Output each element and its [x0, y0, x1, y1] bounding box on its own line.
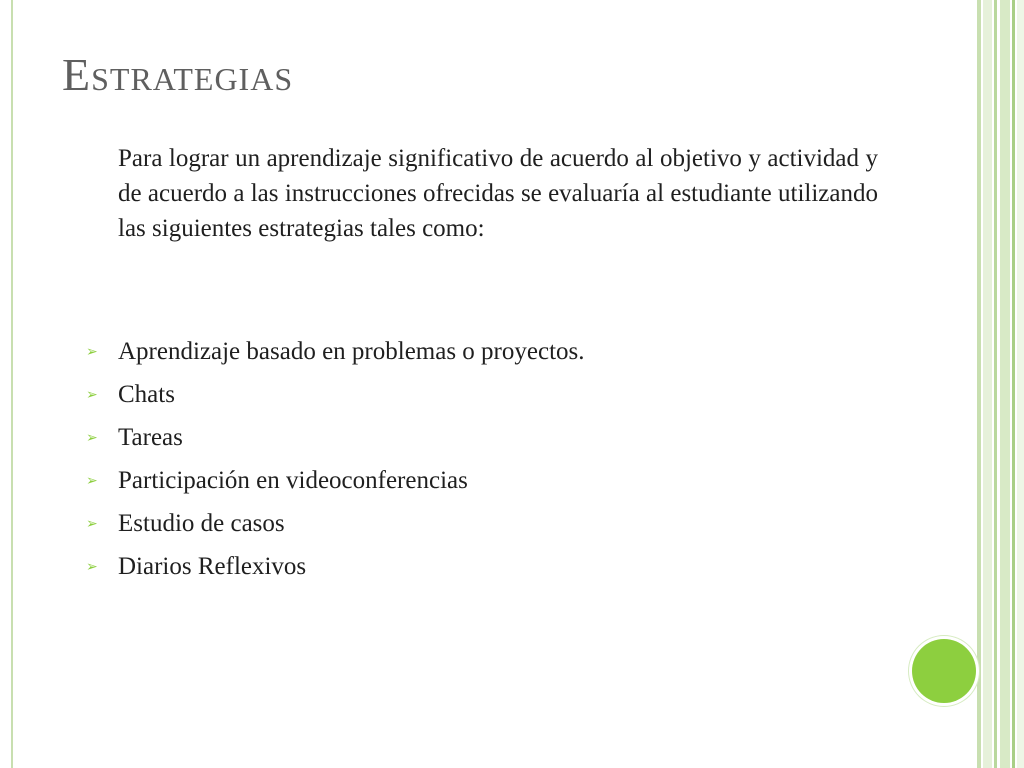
list-item	[86, 373, 585, 416]
list-item	[86, 502, 585, 545]
list-item	[86, 416, 585, 459]
list-item	[86, 459, 585, 502]
list-item-text: Chats	[118, 380, 175, 408]
intro-paragraph: Para lograr un aprendizaje significativo de acuerdo al objetivo y actividad y de acuerdo a las instrucciones ofrecidas se evaluaría al estudiante utilizando las siguientes estrategias tales como:	[118, 145, 878, 242]
stripe	[1012, 0, 1015, 768]
stripe	[978, 0, 981, 768]
decorative-stripes	[978, 0, 1024, 768]
stripe	[994, 0, 997, 768]
decorative-circle	[912, 639, 976, 703]
list-item-text: Aprendizaje basado en problemas o proyectos.	[118, 337, 585, 365]
chevron-right-icon: ➢	[86, 343, 98, 360]
stripe	[1000, 0, 1010, 768]
chevron-right-icon: ➢	[86, 386, 98, 403]
list-item-text: Diarios Reflexivos	[118, 552, 307, 580]
list-item-text: Estudio de casos	[118, 509, 285, 537]
slide-title: Estrategias	[62, 49, 294, 100]
list-item-text: Tareas	[118, 423, 183, 451]
chevron-right-icon: ➢	[86, 429, 98, 446]
stripe	[983, 0, 992, 768]
stripe	[1017, 0, 1024, 768]
list-item	[86, 545, 585, 588]
list-item	[86, 330, 585, 373]
list-item-text: Participación en videoconferencias	[118, 466, 468, 494]
chevron-right-icon: ➢	[86, 558, 98, 575]
strategy-list	[86, 330, 585, 588]
chevron-right-icon: ➢	[86, 472, 98, 489]
chevron-right-icon: ➢	[86, 515, 98, 532]
